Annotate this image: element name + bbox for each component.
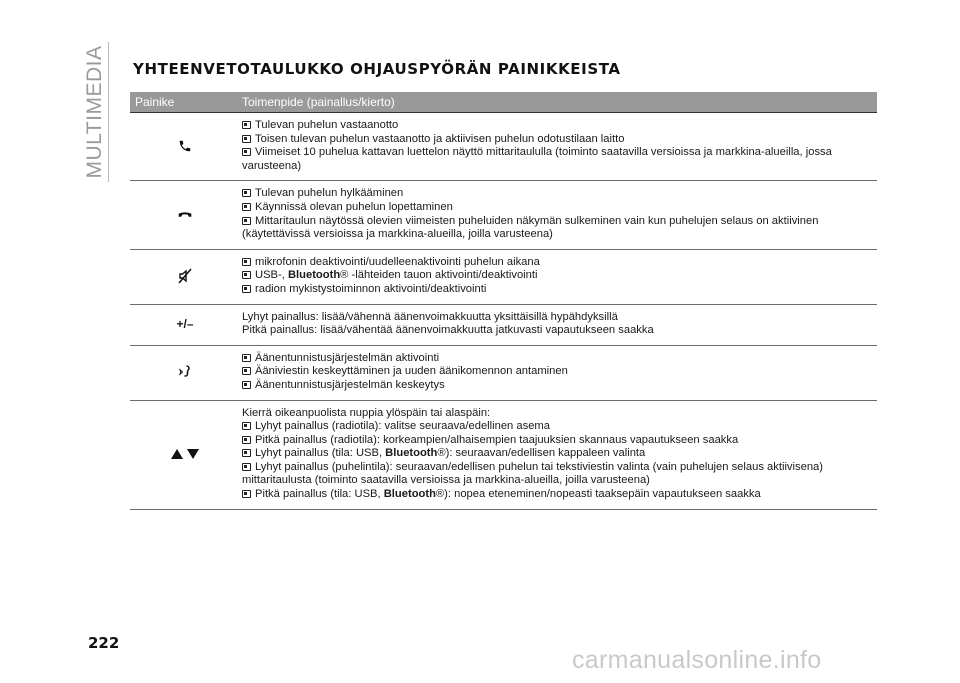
table-row	[130, 181, 877, 249]
page-title: YHTEENVETOTAULUKKO OHJAUSPYÖRÄN PAINIKKEISTA	[133, 60, 621, 78]
voice-command-icon	[178, 364, 192, 380]
phone-hangup-icon	[177, 210, 193, 220]
section-divider	[108, 42, 109, 182]
watermark: carmanualsonline.info	[572, 646, 822, 674]
list-item: Tulevan puhelun hylkääminen	[255, 187, 404, 200]
table-row	[130, 113, 877, 181]
header-action: Toimenpide (painallus/kierto)	[242, 95, 395, 109]
list-item: Toisen tulevan puhelun vastaanotto ja aktiivisen puhelun odotustilaan laitto	[255, 132, 625, 145]
list-item: Äänentunnistusjärjestelmän keskeytys	[255, 378, 445, 391]
page-number: 222	[88, 634, 120, 652]
list-item: Viimeiset 10 puhelua kattavan luettelon näyttö mittaritaululla (toiminto saatavilla versioissa ja markkina-alueilla, jossa varusteena)	[242, 146, 832, 172]
bluetooth-label: Bluetooth	[287, 269, 341, 282]
list-item: Lyhyt painallus: lisää/vähennä äänenvoimakkuutta yksittäisillä hypähdyksillä	[242, 310, 618, 323]
bluetooth-label: Bluetooth	[385, 447, 438, 460]
usb-prefix: USB-,	[255, 269, 285, 282]
list-item: Pitkä painallus (tila: USB,	[255, 488, 381, 501]
list-item: Pitkä painallus: lisää/vähentää äänenvoimakkuutta jatkuvasti vapautukseen saakka	[242, 324, 654, 337]
phone-answer-icon	[178, 139, 192, 153]
table-row	[130, 250, 877, 305]
list-item: Lyhyt painallus (radiotila): valitse seuraava/edellinen asema	[255, 420, 550, 433]
registered-mark: ®	[340, 269, 349, 282]
header-button: Painike	[135, 95, 175, 109]
table-row	[130, 401, 877, 510]
list-item: Lyhyt painallus (tila: USB,	[255, 447, 383, 460]
list-item: Äänentunnistusjärjestelmän aktivointi	[255, 351, 440, 364]
list-item: ®): nopea eteneminen/nopeasti taaksepäin vapautukseen saakka	[435, 488, 761, 501]
list-item: ®): seuraavan/edellisen kappaleen valinta	[437, 447, 646, 460]
list-item: Lyhyt painallus (puhelintila): seuraavan/edellisen puhelun tai tekstiviestin valinta (vain puhelujen selaus aktiivisena) mittaritaulusta (toiminto saatavilla versioissa ja markkina-alueilla, joilla varusteena)	[242, 460, 823, 487]
bluetooth-label: Bluetooth	[383, 488, 436, 501]
section-tab	[78, 42, 112, 182]
list-item: radion mykistystoiminnon aktivointi/deaktivointi	[255, 282, 487, 295]
steering-buttons-table	[130, 92, 877, 510]
up-down-arrows-icon	[170, 448, 200, 460]
table-row	[130, 305, 877, 346]
section-tab-label: MULTIMEDIA	[83, 45, 106, 179]
list-item: mikrofonin deaktivointi/uudelleenaktivointi puhelun aikana	[255, 255, 540, 268]
list-item: -lähteiden tauon aktivointi/deaktivointi	[351, 269, 538, 282]
list-item: Mittaritaulun näytössä olevien viimeisten puheluiden näkymän sulkeminen vain kun puhelujen selaus on aktiivinen (käytettävissä versioissa ja markkina-alueilla, joilla varusteena)	[242, 214, 819, 241]
row-intro: Kierrä oikeanpuolista nuppia ylöspäin tai alaspäin:	[242, 406, 491, 419]
list-item: Pitkä painallus (radiotila): korkeampien/alhaisempien taajuuksien skannaus vapautukseen saakka	[255, 433, 739, 446]
mute-icon	[178, 268, 192, 284]
table-header	[130, 92, 877, 113]
list-item: Tulevan puhelun vastaanotto	[255, 119, 399, 131]
table-row	[130, 346, 877, 401]
list-item: Ääniviestin keskeyttäminen ja uuden äänikomennon antaminen	[255, 365, 568, 378]
volume-plus-minus-label: +/–	[176, 317, 194, 332]
list-item: Käynnissä olevan puhelun lopettaminen	[255, 200, 453, 213]
